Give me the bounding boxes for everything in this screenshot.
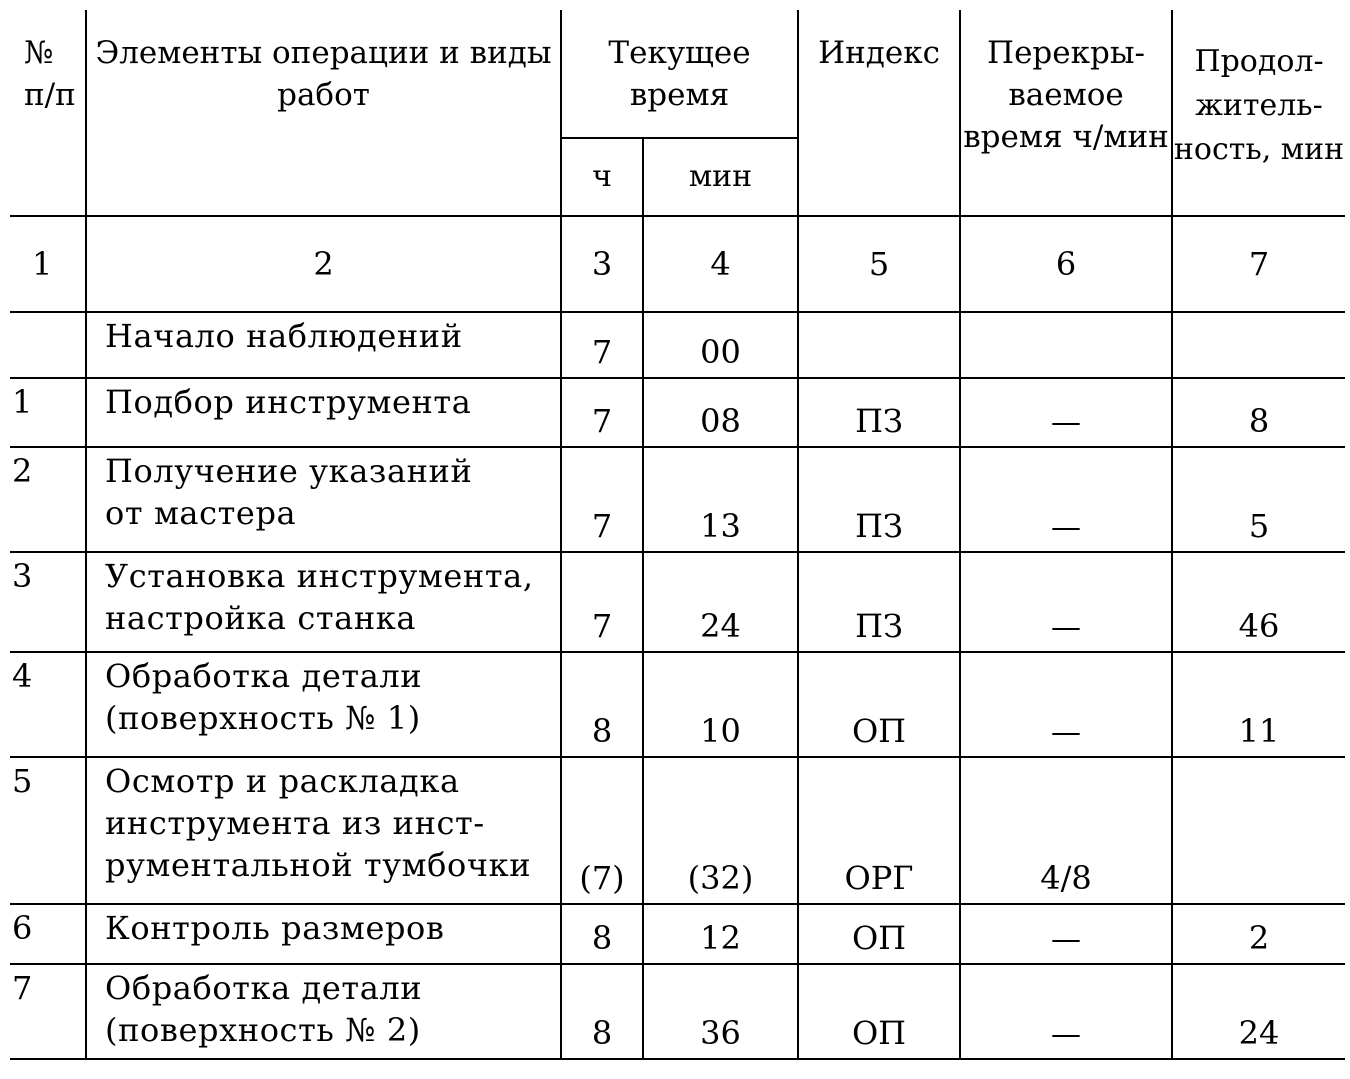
index-code: ПЗ bbox=[798, 378, 960, 446]
index-code: ПЗ bbox=[798, 447, 960, 552]
table-row bbox=[10, 447, 1345, 552]
table-row bbox=[10, 652, 1345, 757]
column-number: 2 bbox=[86, 216, 561, 312]
operation-name-line: Начало наблюдений bbox=[105, 317, 463, 355]
row-number: 2 bbox=[10, 447, 86, 552]
time-minutes: (32) bbox=[643, 757, 798, 904]
row-number: 1 bbox=[10, 378, 86, 446]
header-index: Индекс bbox=[798, 10, 960, 216]
header-hours: ч bbox=[561, 138, 643, 216]
header-minutes: мин bbox=[643, 138, 798, 216]
index-code: ОП bbox=[798, 904, 960, 964]
column-number: 5 bbox=[798, 216, 960, 312]
duration: 24 bbox=[1172, 964, 1345, 1059]
operation-name-line: Получение указаний bbox=[105, 451, 473, 490]
time-minutes: 24 bbox=[643, 552, 798, 653]
table-row bbox=[10, 552, 1345, 653]
column-number: 3 bbox=[561, 216, 643, 312]
operation-name-line: Осмотр и раскладка bbox=[105, 761, 460, 800]
table-row bbox=[10, 904, 1345, 964]
overlapped-time bbox=[960, 312, 1172, 378]
table-row bbox=[10, 757, 1345, 904]
duration: 11 bbox=[1172, 652, 1345, 757]
time-hours: (7) bbox=[561, 757, 643, 904]
operation-name bbox=[86, 904, 561, 964]
operation-name bbox=[86, 312, 561, 378]
operation-name-line: настройка станка bbox=[105, 598, 417, 637]
operation-name-line: Установка инструмента, bbox=[105, 556, 534, 595]
duration: 2 bbox=[1172, 904, 1345, 964]
time-hours: 7 bbox=[561, 447, 643, 552]
header-overlapped-time: Перекры- ваемое время ч/мин bbox=[960, 10, 1172, 216]
operation-name bbox=[86, 447, 561, 552]
column-number: 1 bbox=[10, 216, 86, 312]
row-number: 6 bbox=[10, 904, 86, 964]
operation-name bbox=[86, 964, 561, 1059]
table-row bbox=[10, 312, 1345, 378]
header-no: № п/п bbox=[10, 10, 86, 216]
time-minutes: 10 bbox=[643, 652, 798, 757]
operation-name-line: инструмента из инст- bbox=[105, 803, 485, 842]
operation-name bbox=[86, 652, 561, 757]
header-elements: Элементы операции и виды работ bbox=[86, 10, 561, 216]
overlapped-time: — bbox=[960, 378, 1172, 446]
table-row bbox=[10, 378, 1345, 446]
column-number-row bbox=[10, 216, 1345, 312]
row-number: 4 bbox=[10, 652, 86, 757]
table-row bbox=[10, 964, 1345, 1059]
overlapped-time: — bbox=[960, 652, 1172, 757]
column-number: 7 bbox=[1172, 216, 1345, 312]
operation-name-line: Обработка детали bbox=[105, 657, 423, 696]
operation-name-line: рументальной тумбочки bbox=[105, 845, 532, 884]
duration: 5 bbox=[1172, 447, 1345, 552]
column-number: 6 bbox=[960, 216, 1172, 312]
row-number bbox=[10, 312, 86, 378]
row-number: 5 bbox=[10, 757, 86, 904]
overlapped-time: 4/8 bbox=[960, 757, 1172, 904]
time-minutes: 36 bbox=[643, 964, 798, 1059]
time-minutes: 08 bbox=[643, 378, 798, 446]
operation-name-line: Подбор инструмента bbox=[105, 383, 472, 422]
overlapped-time: — bbox=[960, 964, 1172, 1059]
duration: 8 bbox=[1172, 378, 1345, 446]
time-hours: 8 bbox=[561, 652, 643, 757]
header-current-time: Текущее время bbox=[561, 10, 798, 138]
index-code bbox=[798, 312, 960, 378]
column-number: 4 bbox=[643, 216, 798, 312]
row-number: 3 bbox=[10, 552, 86, 653]
index-code: ОРГ bbox=[798, 757, 960, 904]
duration: 46 bbox=[1172, 552, 1345, 653]
duration bbox=[1172, 312, 1345, 378]
time-hours: 7 bbox=[561, 312, 643, 378]
header-duration: Продол- житель- ность, мин bbox=[1172, 10, 1345, 216]
index-code: ПЗ bbox=[798, 552, 960, 653]
operation-name bbox=[86, 757, 561, 904]
timing-table bbox=[10, 10, 1345, 1060]
overlapped-time: — bbox=[960, 552, 1172, 653]
operation-name-line: от мастера bbox=[105, 493, 297, 532]
index-code: ОП bbox=[798, 964, 960, 1059]
time-hours: 7 bbox=[561, 378, 643, 446]
time-hours: 8 bbox=[561, 904, 643, 964]
time-minutes: 12 bbox=[643, 904, 798, 964]
row-number: 7 bbox=[10, 964, 86, 1059]
time-hours: 7 bbox=[561, 552, 643, 653]
operation-name bbox=[86, 378, 561, 446]
operation-name-line: (поверхность № 1) bbox=[105, 699, 421, 738]
index-code: ОП bbox=[798, 652, 960, 757]
overlapped-time: — bbox=[960, 904, 1172, 964]
operation-name bbox=[86, 552, 561, 653]
time-hours: 8 bbox=[561, 964, 643, 1059]
overlapped-time: — bbox=[960, 447, 1172, 552]
time-minutes: 13 bbox=[643, 447, 798, 552]
operation-name-line: Контроль размеров bbox=[105, 908, 445, 947]
operation-name-line: Обработка детали bbox=[105, 969, 423, 1008]
time-minutes: 00 bbox=[643, 312, 798, 378]
operation-name-line: (поверхность № 2) bbox=[105, 1011, 421, 1050]
duration bbox=[1172, 757, 1345, 904]
